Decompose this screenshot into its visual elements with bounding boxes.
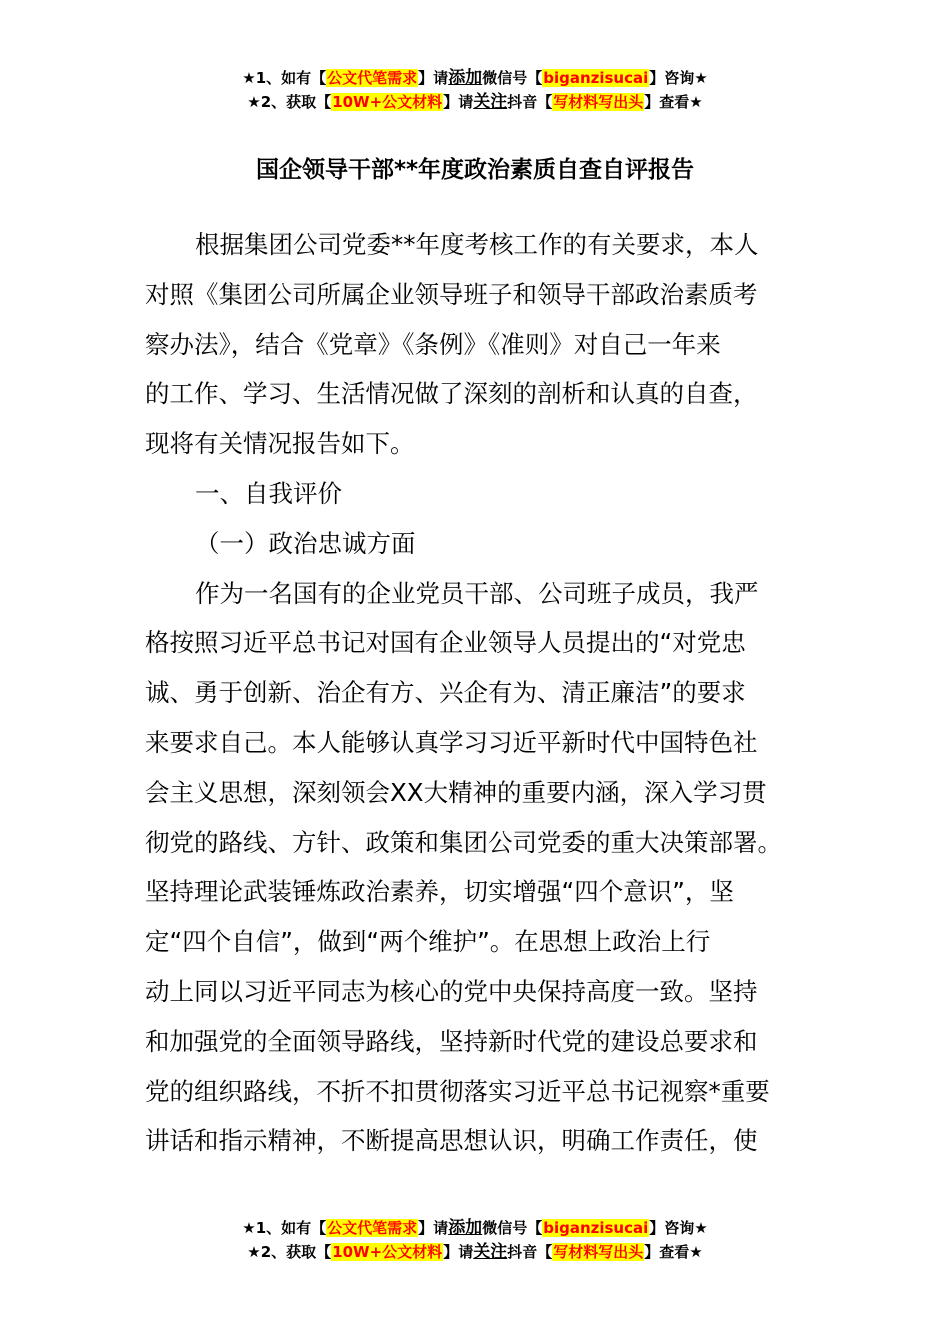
underlined-text: 关注 [473,1242,508,1262]
banner-text: ★2、获取【 [247,1243,332,1261]
body-line: 作为一名国有的企业党员干部、公司班子成员，我严 [195,578,759,608]
banner-text: 抖音【 [507,1243,553,1261]
banner-line-1 [0,1216,950,1240]
highlight-text: 公文代笔需求 [327,1219,418,1237]
wechat-id: biganzisucai [543,1219,649,1237]
banner-line-1 [0,66,950,90]
banner-text: 微信号【 [482,69,543,87]
underlined-text: 关注 [473,92,508,112]
banner-line-2 [0,1240,950,1264]
body-line: 察办法》，结合《党章》《条例》《准则》对自己一年来 [145,329,721,359]
banner-text: 】请 [418,1219,449,1237]
body-line: 坚持理论武装锤炼政治素养，切实增强“四个意识”，坚 [145,877,734,907]
body-line: 根据集团公司党委**年度考核工作的有关要求，本人 [195,230,759,259]
banner-text: ★1、如有【 [242,69,327,87]
banner-text: 】查看★ [644,1243,703,1261]
banner-line-2 [0,90,950,114]
banner-text: 】咨询★ [649,1219,708,1237]
banner-text: 】咨询★ [649,69,708,87]
footer-banner [0,1216,950,1264]
document-body [145,220,805,1166]
banner-text: 】请 [443,93,474,111]
banner-text: 】查看★ [644,93,703,111]
subsection-heading: （一）政治忠诚方面 [195,528,416,558]
wechat-id: biganzisucai [543,69,649,87]
banner-text: 】请 [418,69,449,87]
banner-text: ★2、获取【 [247,93,332,111]
douyin-id: 写材料写出头 [553,93,644,111]
section-heading: 一、自我评价 [195,478,342,508]
banner-text: 】请 [443,1243,474,1261]
body-line: 和加强党的全面领导路线，坚持新时代党的建设总要求和 [145,1026,758,1056]
body-line: 对照《集团公司所属企业领导班子和领导干部政治素质考 [145,279,758,309]
body-line: 现将有关情况报告如下。 [145,429,415,459]
banner-text: 微信号【 [482,1219,543,1237]
body-line: 讲话和指示精神，不断提高思想认识，明确工作责任，使 [145,1126,758,1156]
underlined-text: 添加 [448,68,483,88]
header-banner [0,66,950,114]
highlight-text: 10W+公文材料 [332,93,443,111]
banner-text: 抖音【 [507,93,553,111]
body-line: 动上同以习近平同志为核心的党中央保持高度一致。坚持 [145,976,758,1006]
highlight-text: 公文代笔需求 [327,69,418,87]
document-title: 国企领导干部**年度政治素质自查自评报告 [255,157,695,183]
underlined-text: 添加 [448,1218,483,1238]
body-line: 的工作、学习、生活情况做了深刻的剖析和认真的自查， [145,379,758,409]
body-line: 格按照习近平总书记对国有企业领导人员提出的“对党忠 [145,628,746,658]
body-line: 党的组织路线，不折不扣贯彻落实习近平总书记视察*重要 [145,1076,770,1106]
highlight-text: 10W+公文材料 [332,1243,443,1261]
body-line: 诚、勇于创新、治企有方、兴企有为、清正廉洁”的要求 [145,678,746,708]
body-line: 彻党的路线、方针、政策和集团公司党委的重大决策部署。 [145,827,782,857]
douyin-id: 写材料写出头 [553,1243,644,1261]
body-line: 来要求自己。本人能够认真学习习近平新时代中国特色社 [145,727,758,757]
banner-text: ★1、如有【 [242,1219,327,1237]
body-line: 会主义思想，深刻领会XX大精神的重要内涵，深入学习贯 [145,777,767,807]
body-line: 定“四个自信”，做到“两个维护”。在思想上政治上行 [145,927,711,957]
